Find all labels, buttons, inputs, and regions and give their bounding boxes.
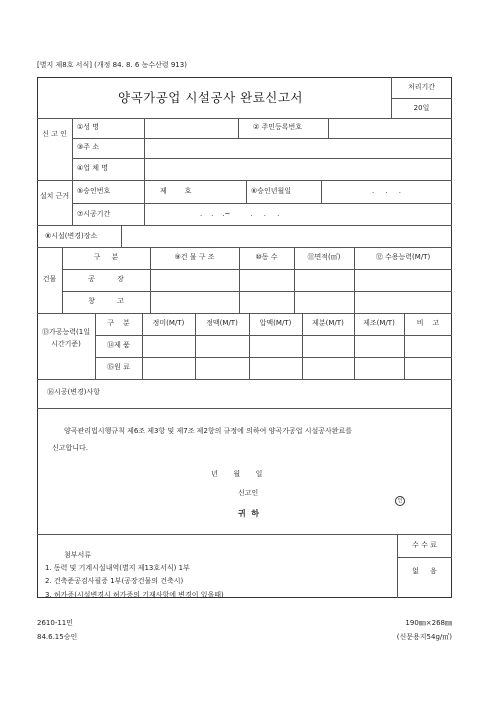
construction-period-label: ⑦시공기간 <box>77 210 111 218</box>
divider <box>37 379 452 380</box>
divider <box>72 138 452 139</box>
divider <box>144 180 145 203</box>
divider <box>37 180 452 181</box>
fee-value: 없 음 <box>412 567 437 575</box>
name-label: ①성 명 <box>77 123 100 131</box>
declaration-text-line1: 양곡관리법시행규칙 제6조 제3항 및 제7조 제2항의 규정에 의하여 양곡가공업 시설공사완료를 <box>64 427 353 435</box>
footer-paper: (신문용지54g/㎡) <box>396 633 452 641</box>
business-name-label: ④업 체 명 <box>77 164 109 172</box>
divider <box>95 357 452 358</box>
recipient-label: 귀 하 <box>238 509 260 518</box>
building-section-label: 건물 <box>42 275 57 283</box>
divider <box>391 98 452 99</box>
construction-period-value: . . .~ . . . <box>200 210 280 218</box>
form-title: 양곡가공업 시설공사 완료신고서 <box>118 90 303 105</box>
divider <box>121 225 122 247</box>
approval-date-label: ⑥승인년월일 <box>251 187 292 195</box>
divider <box>328 118 329 138</box>
divider <box>72 158 452 159</box>
basis-section-label: 설치 근거 <box>39 192 70 200</box>
declaration-date: 년 월 일 <box>211 470 263 478</box>
divider <box>62 291 452 292</box>
divider <box>397 557 452 558</box>
building-col-area: ⑪면적(㎡) <box>307 253 341 261</box>
approval-no-label: ⑤승인번호 <box>77 187 111 195</box>
processing-col-milling: 제분(M/T) <box>312 319 344 327</box>
processing-col-category: 구 분 <box>107 319 130 327</box>
footer-size: 190㎜×268㎜ <box>405 619 452 627</box>
divider <box>144 118 145 180</box>
building-col-capacity: ⑫ 수용능력(M/T) <box>375 253 431 261</box>
approval-date-value: . . . <box>372 187 401 195</box>
building-col-count: ⑩동 수 <box>255 253 278 261</box>
building-col-structure: ⑨건 물 구 조 <box>174 253 215 261</box>
location-label: ⑧시설(변경)장소 <box>45 232 98 240</box>
divider <box>62 269 452 270</box>
attachments-title: 첨부서류 <box>64 551 92 559</box>
attachment-item-2: 2. 건축준공검사필증 1부(공장건물의 건축시) <box>45 577 184 585</box>
divider <box>246 180 247 203</box>
divider <box>37 313 452 314</box>
divider <box>144 203 145 225</box>
divider <box>37 408 452 409</box>
processing-row-product: ⑭제 품 <box>107 341 130 349</box>
applicant-section-label: 신 고 인 <box>42 130 67 138</box>
footer-approval: 84.6.15승인 <box>37 633 78 641</box>
divider <box>37 534 452 535</box>
divider <box>72 118 73 225</box>
seal-icon: 인 <box>395 496 405 506</box>
processing-period-label: 처리기간 <box>407 83 436 91</box>
divider <box>37 118 452 119</box>
form-frame <box>37 77 452 598</box>
attachment-item-1: 1. 동력 및 기계시설내역(별지 제13호서식) 1부 <box>45 564 190 572</box>
resident-no-label: ② 주민등록번호 <box>253 123 303 131</box>
processing-section-label: ⑬가공능력(1일시간기준) <box>42 328 90 348</box>
attachment-item-3: 3. 허가증(시설변경시 허가증의 기재사항에 변경이 있을때) <box>45 591 224 599</box>
divider <box>95 335 452 336</box>
seal-mark <box>395 489 405 506</box>
building-col-category: 구 분 <box>93 253 119 261</box>
processing-period-value: 20일 <box>413 104 430 112</box>
processing-col-polished-barley: 정맥(M/T) <box>206 319 238 327</box>
processing-row-raw-material: ⑮원 료 <box>107 363 130 371</box>
form-reference: [별지 제8호 서식] (개정 84. 8. 6 농수산령 913) <box>37 61 187 69</box>
reporter-label: 신고인 <box>238 489 259 497</box>
divider <box>37 247 452 248</box>
footer-code: 2610-11민 <box>37 619 74 627</box>
approval-no-value: 제 호 <box>160 187 192 195</box>
processing-col-manufacture: 제조(M/T) <box>363 319 395 327</box>
fee-label: 수 수 료 <box>412 541 437 549</box>
processing-col-pressed-barley: 압맥(M/T) <box>259 319 292 327</box>
divider <box>238 118 239 138</box>
construction-details-label: ⑯시공(변경)사항 <box>47 388 101 396</box>
divider <box>37 225 452 226</box>
address-label: ③주 소 <box>77 143 100 151</box>
building-row-warehouse: 창 고 <box>88 297 124 305</box>
building-row-factory: 공 장 <box>88 275 124 283</box>
divider <box>321 180 322 203</box>
declaration-text-line2: 신고합니다. <box>52 444 89 452</box>
divider <box>72 203 452 204</box>
processing-col-polished-rice: 정미(M/T) <box>152 319 185 327</box>
processing-col-remarks: 비 고 <box>416 319 440 327</box>
